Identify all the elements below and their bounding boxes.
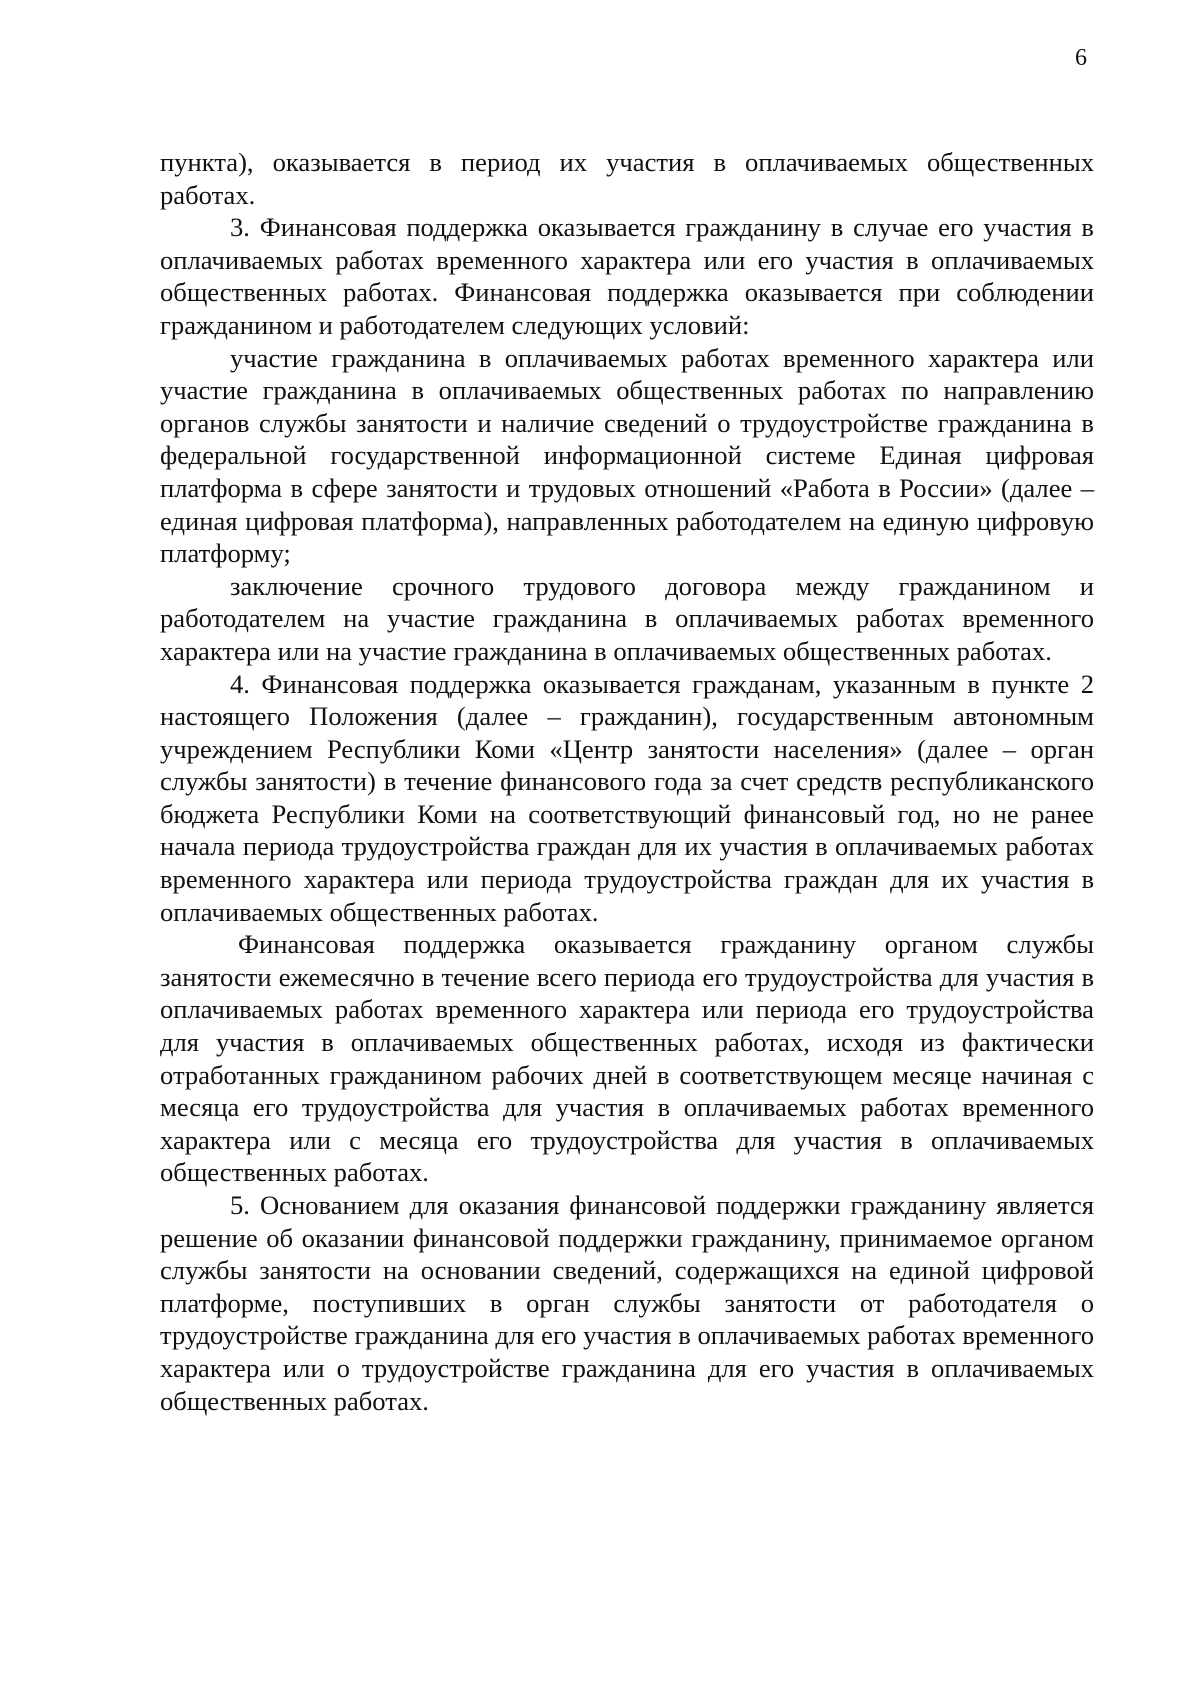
paragraph-item-5: 5. Основанием для оказания финансовой поддержки гражданину является решение об оказании финансовой поддержки гражданину, принимаемое органом службы занятости на основании сведений, содержащихся на единой цифровой платформе, поступивших в орган службы занятости от работодателя о трудоустройстве гражданина для его участия в оплачиваемых работах временного характера или о трудоустройстве гражданина для его участия в оплачиваемых общественных работах. [160,1190,1094,1416]
paragraph-condition-1: участие гражданина в оплачиваемых работах временного характера или участие гражданина в оплачиваемых общественных работах по направлению органов службы занятости и наличие сведений о трудоустройстве гражданина в федеральной государственной информационной системе Единая цифровая платформа в сфере занятости и трудовых отношений «Работа в России» (далее – единая цифровая платформа), направленных работодателем на единую цифровую платформу; [160,342,1094,569]
paragraph-item-4: 4. Финансовая поддержка оказывается гражданам, указанным в пункте 2 настоящего Положения (далее – гражданин), государственным автономным учреждением Республики Коми «Центр занятости населения» (далее – орган службы занятости) в течение финансового года за счет средств республиканского бюджета Республики Коми на соответствующий финансовый год, но не ранее начала периода трудоустройства граждан для их участия в оплачиваемых работах временного характера или периода трудоустройства граждан для их участия в оплачиваемых общественных работах. [160,668,1094,927]
paragraph-item-3: 3. Финансовая поддержка оказывается гражданину в случае его участия в оплачиваемых работах временного характера или его участия в оплачиваемых общественных работах. Финансовая поддержка оказывается при соблюдении гражданином и работодателем следующих условий: [160,212,1094,340]
paragraph-item-4-detail: Финансовая поддержка оказывается гражданину органом службы занятости ежемесячно в течение всего периода его трудоустройства для участия в оплачиваемых работах временного характера или периода его трудоустройства для участия в оплачиваемых общественных работах, исходя из фактически отработанных гражданином рабочих дней в соответствующем месяце начиная с месяца его трудоустройства для участия в оплачиваемых работах временного характера или с месяца его трудоустройства для участия в оплачиваемых общественных работах. [160,929,1094,1188]
document-body [160,146,1094,1417]
paragraph-condition-2: заключение срочного трудового договора между гражданином и работодателем на участие гражданина в оплачиваемых работах временного характера или на участие гражданина в оплачиваемых общественных работах. [160,570,1094,666]
paragraph-continuation: пункта), оказывается в период их участия в оплачиваемых общественных работах. [160,147,1094,210]
page-number: 6 [1075,45,1087,71]
